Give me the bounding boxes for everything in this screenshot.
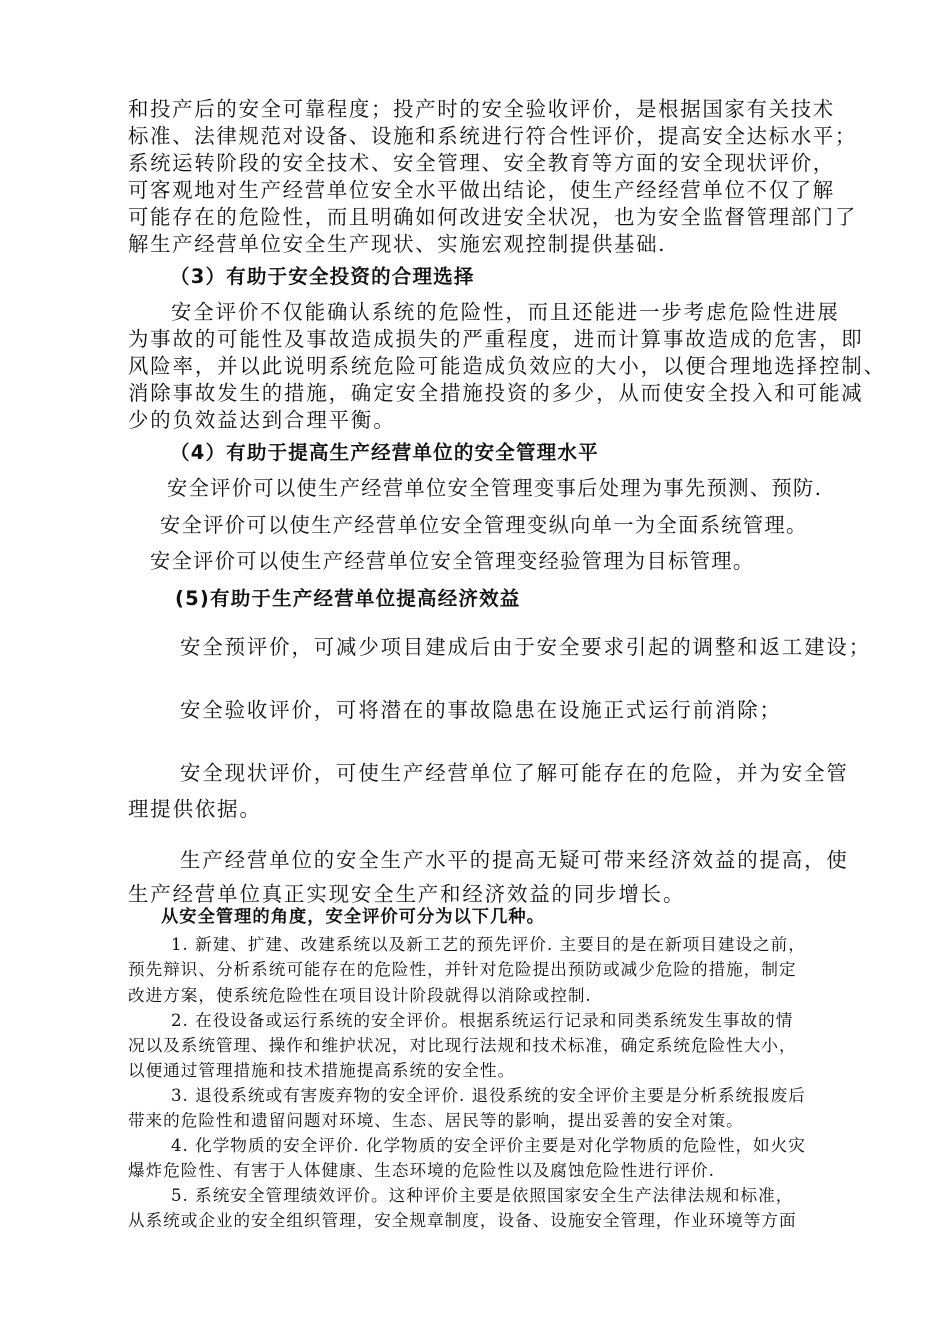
section-3-line: 为事故的可能性及事故造成损失的严重程度，进而计算事故造成的危害，即 [128, 327, 864, 351]
classification-line: 预先辩识、分析系统可能存在的危险性，并针对危险提出预防或减少危险的措施，制定 [128, 960, 797, 979]
classification-line: 2. 在役设备或运行系统的安全评价。根据系统运行记录和同类系统发生事故的情 [171, 1011, 794, 1030]
section-4-line: 安全评价可以使生产经营单位安全管理变经验管理为目标管理。 [150, 549, 755, 573]
section-5-line: 安全预评价，可减少项目建成后由于安全要求引起的调整和返工建设； [180, 635, 872, 659]
classification-line: 况以及系统管理、操作和维护状况，对比现行法规和技术标准，确定系统危险性大小， [128, 1036, 797, 1055]
classification-line: 爆炸危险性、有害于人体健康、生态环境的危险性以及腐蚀危险性进行评价. [128, 1161, 715, 1180]
classification-line: 4. 化学物质的安全评价. 化学物质的安全评价主要是对化学物质的危险性，如火灾 [171, 1136, 806, 1155]
section-4-line: 安全评价可以使生产经营单位安全管理变纵向单一为全面系统管理。 [160, 513, 808, 537]
section-heading-4: （4）有助于提高生产经营单位的安全管理水平 [170, 441, 599, 464]
classification-line: 5. 系统安全管理绩效评价。这种评价主要是依照国家安全生产法律法规和标准， [171, 1186, 794, 1205]
classification-line: 改进方案，使系统危险性在项目设计阶段就得以消除或控制. [128, 986, 592, 1005]
section-5-line: 安全现状评价，可使生产经营单位了解可能存在的危险，并为安全管 [180, 761, 849, 785]
classification-line: 带来的危险性和遗留问题对环境、生态、居民等的影响，提出妥善的安全对策。 [128, 1111, 744, 1130]
section-3-line: 安全评价不仅能确认系统的危险性，而且还能进一步考虑危险性进展 [171, 300, 840, 324]
intro-line: 可客观地对生产经营单位安全水平做出结论，使生产经经营单位不仅了解 [128, 178, 835, 202]
classification-line: 1. 新建、扩建、改建系统以及新工艺的预先评价. 主要目的是在新项目建设之前， [171, 935, 806, 954]
intro-line: 系统运转阶段的安全技术、安全管理、安全教育等方面的安全现状评价， [128, 151, 835, 175]
section-heading-3: （3）有助于安全投资的合理选择 [170, 265, 475, 288]
classification-line: 以便通过管理措施和技术措施提高系统的安全性。 [128, 1061, 516, 1080]
section-5-line: 生产经营单位的安全生产水平的提高无疑可带来经济效益的提高，使 [180, 848, 849, 872]
section-4-line: 安全评价可以使生产经营单位安全管理变事后处理为事先预测、预防. [167, 476, 823, 500]
intro-line: 解生产经营单位安全生产现状、实施宏观控制提供基础. [128, 232, 667, 256]
section-5-line: 生产经营单位真正实现安全生产和经济效益的同步增长。 [128, 882, 686, 906]
section-3-line: 消除事故发生的措施，确定安全措施投资的多少，从而使安全投入和可能减 [128, 381, 864, 405]
classification-line: 从系统或企业的安全组织管理，安全规章制度，设备、设施安全管理，作业环境等方面 [128, 1211, 797, 1230]
section-5-line: 理提供依据。 [128, 797, 262, 821]
intro-line: 可能存在的危险性，而且明确如何改进安全状况，也为安全监督管理部门了 [128, 205, 857, 229]
classification-line: 3. 退役系统或有害废弃物的安全评价. 退役系统的安全评价主要是分析系统报废后 [171, 1086, 806, 1105]
section-5-line: 安全验收评价，可将潜在的事故隐患在设施正式运行前消除； [180, 698, 782, 722]
section-3-line: 风险率，并以此说明系统危险可能造成负效应的大小，以便合理地选择控制、 [128, 354, 886, 378]
intro-line: 和投产后的安全可靠程度；投产时的安全验收评价，是根据国家有关技术 [128, 97, 835, 121]
section-heading-5: (5)有助于生产经营单位提高经济效益 [175, 587, 521, 610]
intro-line: 标准、法律规范对设备、设施和系统进行符合性评价，提高安全达标水平； [128, 124, 857, 148]
classification-heading: 从安全管理的角度，安全评价可分为以下几种。 [161, 907, 545, 927]
section-3-line: 少的负效益达到合理平衡。 [128, 408, 396, 432]
